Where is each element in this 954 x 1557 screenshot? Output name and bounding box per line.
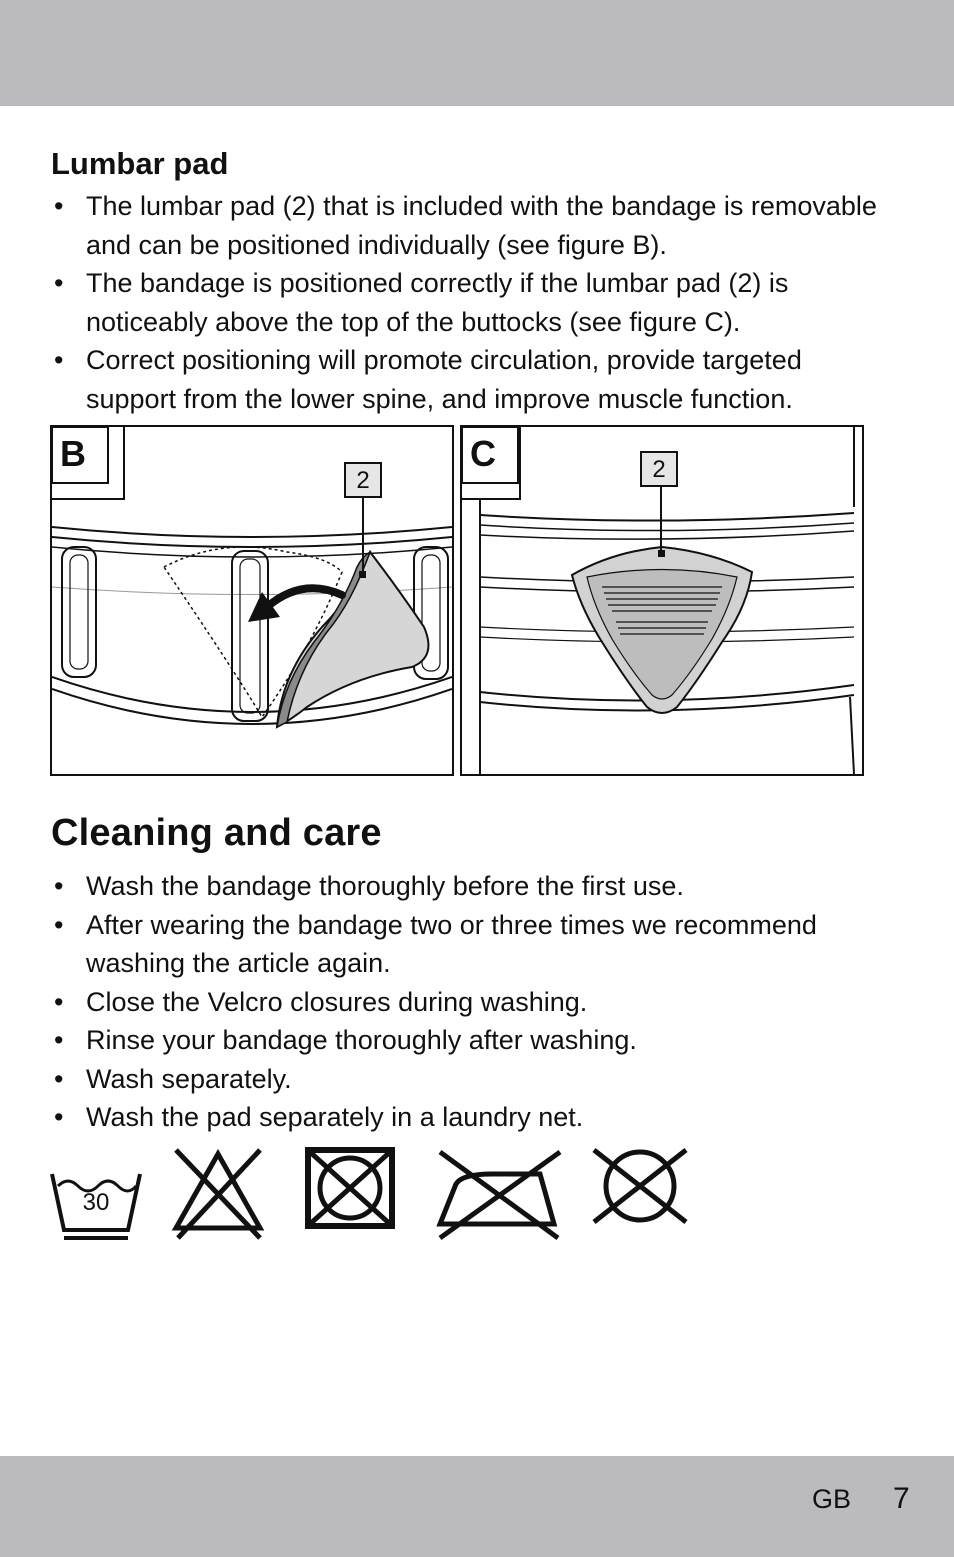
figure-b-label: B (60, 433, 86, 474)
wash-30-icon (48, 1146, 144, 1242)
no-bleach-icon (170, 1146, 266, 1242)
footer-band (0, 1456, 954, 1557)
list-item: • Close the Velcro closures during washing. (54, 986, 588, 1017)
page-number: 7 (893, 1482, 910, 1515)
figure-b (50, 425, 454, 776)
figure-c (460, 425, 864, 776)
footer-language: GB (812, 1484, 852, 1514)
no-tumble-dry-icon (302, 1146, 398, 1232)
list-item: • Correct positioning will promote circulation, provide targeted support from the lower spine, and improve muscle function. (54, 345, 802, 414)
list-item: • Wash the pad separately in a laundry net. (54, 1102, 584, 1132)
no-iron-icon (432, 1146, 564, 1242)
list-item: • Wash separately. (54, 1063, 292, 1094)
cleaning-heading: Cleaning and care (51, 812, 382, 854)
figure-c-label: C (470, 433, 496, 474)
header-band (0, 0, 954, 106)
list-item: • Rinse your bandage thoroughly after washing. (54, 1025, 637, 1055)
callout-2: 2 (640, 451, 678, 487)
cleaning-list (51, 867, 881, 1137)
list-item: • After wearing the bandage two or three times we recommend washing the article again. (54, 909, 817, 978)
no-dry-clean-icon (590, 1146, 690, 1226)
lumbar-pad-heading: Lumbar pad (51, 146, 229, 181)
lumbar-pad-list (51, 187, 881, 418)
figure-b-illustration (52, 427, 452, 774)
wash-temperature: 30 (82, 1189, 110, 1216)
callout-2: 2 (344, 462, 382, 498)
list-item: • Wash the bandage thoroughly before the first use. (54, 871, 684, 901)
list-item: • The bandage is positioned correctly if the lumbar pad (2) is noticeably above the top of the buttocks (see figure C). (54, 268, 789, 337)
list-item: • The lumbar pad (2) that is included with the bandage is removable and can be positioned individually (see figure B). (54, 191, 877, 260)
